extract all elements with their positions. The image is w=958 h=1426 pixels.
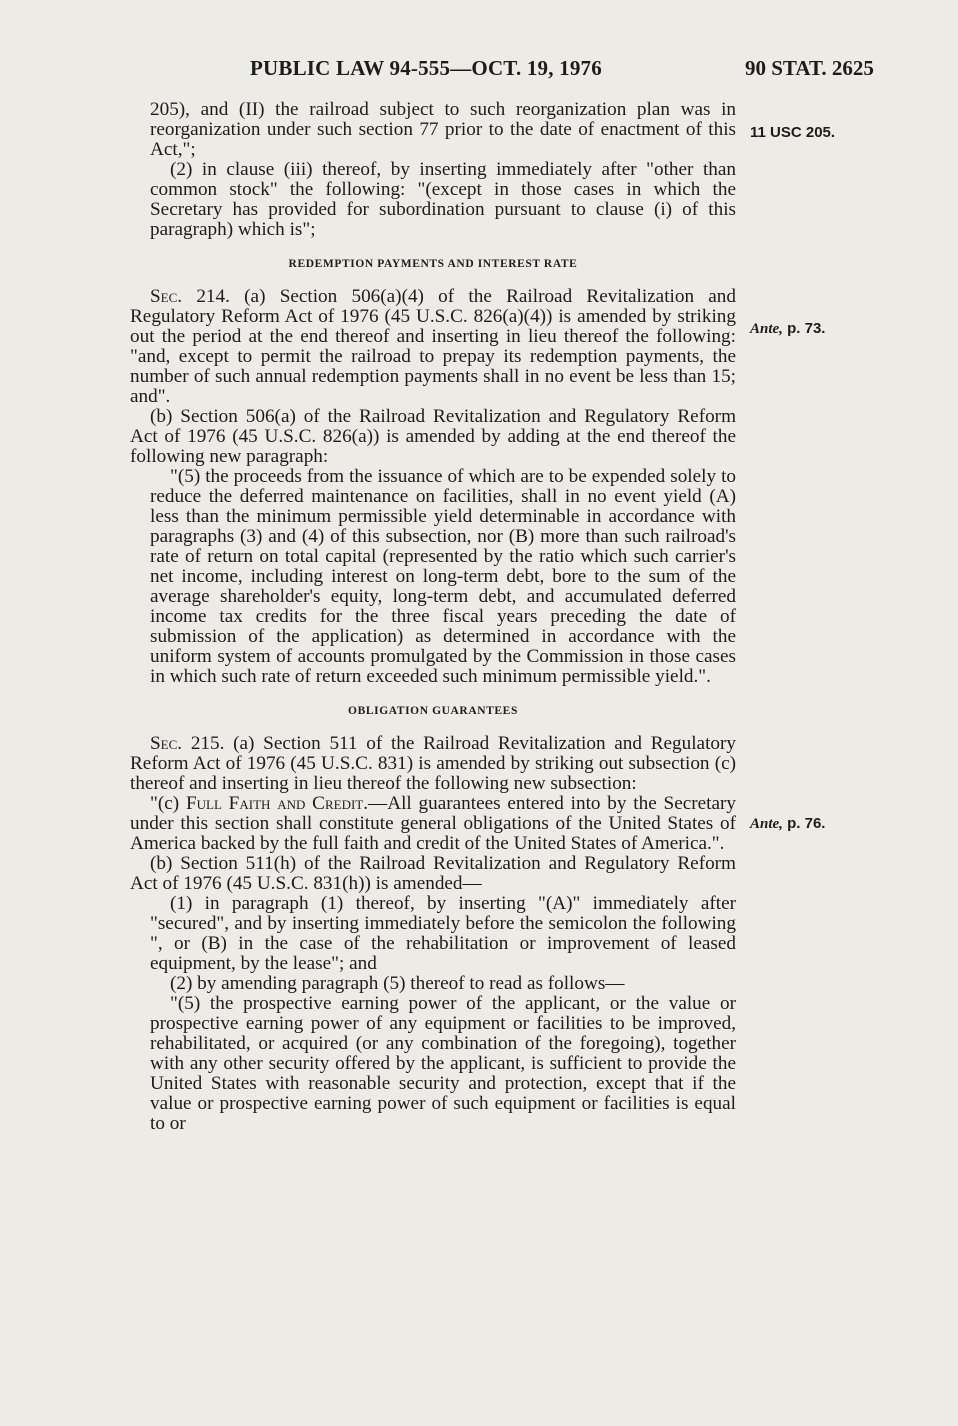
section-215-b: (b) Section 511(h) of the Railroad Revitalization and Regulatory Reform Act of 1976 (45 U.S.C. 831(h)) is amended— [130, 853, 736, 894]
section-215-c [130, 794, 736, 854]
section-215-a-text: 215. (a) Section 511 of the Railroad Revitalization and Regulatory Reform Act of 1976 (45 U.S.C. 831) is amended by striking out subsection (c) thereof and inserting in lieu thereof the following new subsection: [130, 733, 736, 794]
section-215-b-1: (1) in paragraph (1) thereof, by inserting "(A)" immediately after "secured", and by inserting immediately before the semicolon the following ", or (B) in the case of the rehabilitation or improvement of leased equipment, by the lease"; and [150, 893, 736, 974]
margin-note-ante-76 [750, 815, 825, 833]
body-text-column [130, 100, 736, 1134]
section-214-a [130, 287, 736, 407]
paragraph-continuation: 205), and (II) the railroad subject to such reorganization plan was in reorganization under such section 77 prior to the date of enactment of this Act,"; [150, 99, 736, 160]
section-heading-obligation: OBLIGATION GUARANTEES [348, 705, 518, 717]
margin-note-ante-73 [750, 320, 825, 338]
quote-open: "(c) [150, 793, 186, 814]
subsection-title: Full Faith and Credit. [185, 793, 369, 814]
section-215-c-text: —All guarantees entered into by the Secretary under this section shall constitute general obligations of the United States of America backed by the full faith and credit of the United States of America.". [130, 793, 736, 854]
section-label: Sec. [150, 286, 183, 307]
section-214-b: (b) Section 506(a) of the Railroad Revitalization and Regulatory Reform Act of 1976 (45 U.S.C. 826(a)) is amended by adding at the end thereof the following new paragraph: [130, 406, 736, 467]
header-title: PUBLIC LAW 94-555—OCT. 19, 1976 [250, 56, 602, 80]
section-heading-redemption: REDEMPTION PAYMENTS AND INTEREST RATE [288, 258, 578, 270]
page-header [0, 56, 958, 86]
section-214-b-paragraph-5: "(5) the proceeds from the issuance of which are to be expended solely to reduce the deferred maintenance on facilities, shall in no event yield (A) less than the minimum permissible yield determinable in accordance with paragraphs (3) and (4) of this subsection, nor (B) more than such railroad's rate of return on total capital (represented by the ratio which such carrier's net income, including interest on long-term debt, bore to the sum of the average shareholder's equity, long-term debt, and accumulated deferred income tax credits for the three fiscal years preceding the date of submission of the application) as determined in accordance with the uniform system of accounts promulgated by the Commission in those cases in which such rate of return exceeded such minimum permissible yield.". [150, 466, 736, 687]
section-215-b-paragraph-5: "(5) the prospective earning power of the applicant, or the value or prospective earning power of any equipment or facilities to be improved, rehabilitated, or acquired (or any combination of the foregoing), together with any other security offered by the applicant, is sufficient to provide the United States with reasonable security and protection, except that if the value or prospective earning power of such equipment or facilities is equal to or [150, 993, 736, 1134]
margin-note-text: 11 USC 205. [750, 124, 836, 141]
margin-note-ante: Ante, [750, 321, 783, 337]
section-label: Sec. [150, 733, 183, 754]
paragraph-clause-2: (2) in clause (iii) thereof, by inserting immediately after "other than common stock" the following: "(except in those cases in which the Secretary has provided for subordination pursuant to clause (i) of this paragraph) which is"; [150, 159, 736, 240]
section-215-a [130, 734, 736, 794]
section-214-a-text: 214. (a) Section 506(a)(4) of the Railroad Revitalization and Regulatory Reform Act of 1976 (45 U.S.C. 826(a)(4)) is amended by striking out the period at the end thereof and inserting in lieu thereof the following: "and, except to permit the railroad to prepay its redemption payments, the number of such annual redemption payments shall in no event be less than 15; and". [130, 286, 736, 407]
margin-note-ante: Ante, [750, 816, 783, 832]
section-215-b-2: (2) by amending paragraph (5) thereof to read as follows— [170, 973, 625, 994]
margin-note-page: p. 73. [787, 320, 826, 337]
margin-note-11-usc-205 [750, 124, 835, 141]
header-statute-page: 90 STAT. 2625 [745, 56, 874, 80]
margin-note-page: p. 76. [787, 815, 826, 832]
